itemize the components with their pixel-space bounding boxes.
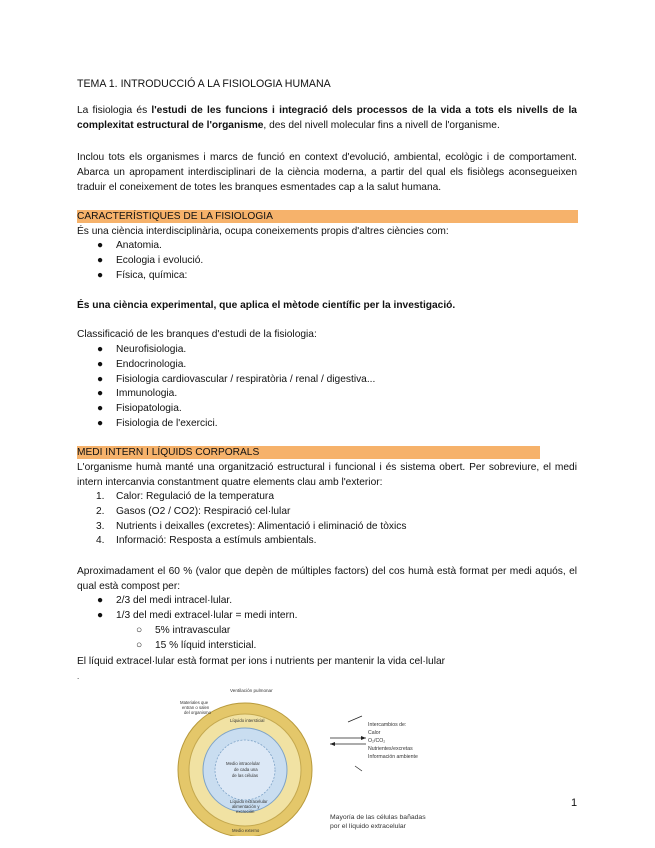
list-item: ● Física, química: bbox=[97, 269, 188, 281]
bottom-label-3: excreción bbox=[236, 809, 255, 814]
left-label-2: entran o salen bbox=[182, 705, 210, 710]
list-item: ● Fisiologia de l'exercici. bbox=[97, 417, 218, 429]
center-label-2: de cada una bbox=[234, 767, 258, 772]
outer-bottom-label: Medio externo bbox=[232, 828, 260, 833]
list-item: ● 2/3 del medi intracel·lular. bbox=[97, 595, 233, 606]
list-item: ● Fisiopatologia. bbox=[97, 403, 182, 415]
classification-lead: Classificació de les branques d'estudi de la fisiologia: bbox=[77, 329, 317, 340]
document-title: TEMA 1. INTRODUCCIÓ A LA FISIOLOGIA HUMANA bbox=[77, 78, 331, 90]
water-paragraph: Aproximadament el 60 % (valor que depèn de múltiples factors) del cos humà està format per medi aquós, el qual està compost per: bbox=[77, 566, 577, 592]
arrow-head-out bbox=[330, 742, 335, 746]
section1-heading-text: CARACTERÍSTIQUES DE LA FISIOLOGIA bbox=[77, 211, 273, 222]
list-item: ● Ecologia i evolució. bbox=[97, 254, 204, 266]
branches-list bbox=[97, 343, 376, 432]
fractions-list bbox=[97, 594, 298, 624]
right-label-3: O₂/CO₂ bbox=[368, 738, 386, 744]
right-label-5: Información ambiente bbox=[368, 754, 418, 760]
ring-label: Líquido intersticial bbox=[230, 718, 265, 723]
list-item: ○ 5% intravascular bbox=[136, 625, 231, 636]
list-item: 2. Gasos (O2 / CO2): Respiració cel·lular bbox=[96, 505, 291, 517]
intro-paragraph-2: Inclou tots els organismes i marcs de funció en context d'evolució, ambiental, ecològic i de comportament. Abarca un apropament interdisciplinari de la ciència moderna, a partir del qual els fisiòlegs aconsegueixen traduir el coneixement de totes les branques esmentades cap a la salut humana. bbox=[77, 152, 577, 193]
arrow-in-1 bbox=[348, 716, 362, 722]
list-item: ○ 15 % líquid intersticial. bbox=[136, 639, 257, 651]
section2-heading-text: MEDI INTERN I LÍQUIDS CORPORALS bbox=[77, 447, 260, 458]
section2-lead: L'organisme humà manté una organització estructural i funcional i és sistema obert. Per sobreviure, el medi intern intercanvia constantment quatre elements clau amb l'exterior: bbox=[77, 462, 577, 488]
right-label-1: Intercambios de: bbox=[368, 722, 407, 728]
left-label-1: Materiales que bbox=[180, 700, 209, 705]
subfractions-list bbox=[136, 624, 257, 654]
list-item: 3. Nutrients i deixalles (excretes): Alimentació i eliminació de tòxics bbox=[96, 520, 407, 532]
right-label-2: Calor bbox=[368, 730, 381, 736]
caption-line-1: Mayoría de las células bañadas bbox=[330, 814, 426, 821]
left-label-3: del organismo bbox=[184, 710, 211, 715]
sciences-list bbox=[97, 239, 204, 283]
intro-paragraph-1 bbox=[77, 103, 577, 133]
list-item: 4. Informació: Resposta a estímuls ambientals. bbox=[96, 535, 317, 547]
list-item: ● Endocrinologia. bbox=[97, 358, 187, 370]
bottom-label-2: alimentación y bbox=[232, 804, 260, 809]
intro-p1-after: , des del nivell molecular fins a nivell de l'organisme. bbox=[263, 120, 500, 131]
arrow-head-in bbox=[361, 736, 366, 740]
arrow-in-2 bbox=[355, 766, 362, 771]
experimental-statement: És una ciència experimental, que aplica el mètode científic per la investigació. bbox=[77, 300, 456, 311]
list-item: ● Neurofisiologia. bbox=[97, 344, 187, 355]
intro-p1-before: La fisiologia és bbox=[77, 105, 152, 116]
list-item: ● 1/3 del medi extracel·lular = medi intern. bbox=[97, 609, 298, 621]
list-item: 1. Calor: Regulació de la temperatura bbox=[96, 491, 274, 502]
stray-dot: . bbox=[77, 672, 80, 681]
list-item: ● Anatomia. bbox=[97, 240, 162, 251]
exchange-elements-list bbox=[96, 490, 407, 549]
page-number: 1 bbox=[571, 797, 578, 809]
list-item: ● Fisiologia cardiovascular / respiratòria / renal / digestiva... bbox=[97, 373, 376, 385]
intro-p1-bold: l'estudi de les funcions i integració dels processos de la vida a tots els nivells de la complexitat estructural de l'organisme bbox=[77, 105, 577, 131]
right-label-4: Nutrientes/excretas bbox=[368, 746, 413, 752]
top-label: Ventilación pulmonar bbox=[230, 688, 273, 693]
body-fluid-compartments-figure bbox=[170, 686, 460, 836]
list-item: ● Immunologia. bbox=[97, 388, 178, 400]
section-heading-medi-intern bbox=[77, 446, 540, 459]
closing-sentence: El líquid extracel·lular està format per ions i nutrients per mantenir la vida cel·lular bbox=[77, 656, 446, 667]
section1-lead: És una ciència interdisciplinària, ocupa coneixements propis d'altres ciències com: bbox=[77, 226, 449, 237]
caption-line-2: por el líquido extracelular bbox=[330, 823, 406, 830]
section-heading-caracteristiques bbox=[77, 210, 578, 223]
center-label-1: Medio intracelular bbox=[226, 761, 260, 766]
bottom-label-1: Líquido extracelular bbox=[230, 799, 268, 804]
center-label-3: de las células bbox=[232, 773, 259, 778]
